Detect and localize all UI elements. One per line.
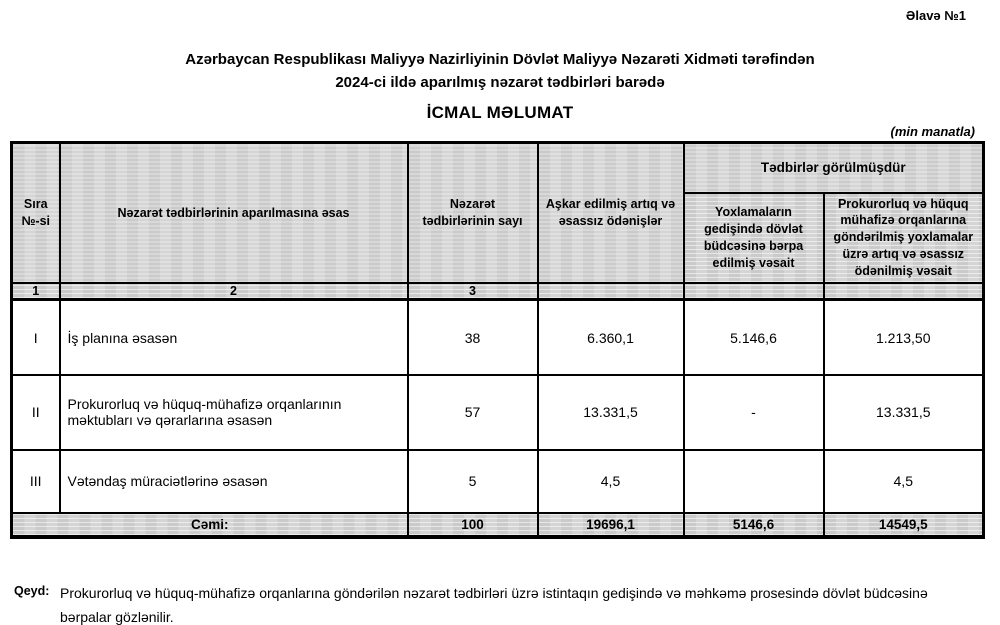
total-row: [12, 513, 984, 537]
footnote: [0, 581, 1000, 625]
basis-cell: İş planına əsasən: [60, 300, 408, 375]
title-line-1: Azərbaycan Respublikası Maliyyə Nazirliyinin Dövlət Maliyyə Nəzarəti Xidməti tərəfindən: [185, 51, 815, 68]
total-restored-cell: 5146,6: [684, 513, 824, 537]
row-no-cell: I: [12, 300, 60, 375]
total-excess-cell: 19696,1: [538, 513, 684, 537]
header-cell-restored-funds: Yoxlamaların gedişində dövlət büdcəsinə bərpa edilmiş vəsait: [684, 193, 824, 283]
title-line-2: 2024-ci ildə aparılmış nəzarət tədbirləri barədə: [335, 74, 665, 91]
header-row-top: [12, 143, 984, 193]
basis-cell: Prokurorluq və hüquq-mühafizə orqanlarının məktubları və qərarlarına əsasən: [60, 375, 408, 450]
basis-cell: Vətəndaş müraciətlərinə əsasən: [60, 450, 408, 513]
sent-cell: 1.213,50: [824, 300, 984, 375]
footnote-label: Qeyd:: [14, 583, 50, 598]
header-cell-count: Nəzarət tədbirlərinin sayı: [408, 143, 538, 283]
column-number-cell: 1: [12, 283, 60, 300]
document-subtitle: İCMAL MƏLUMAT: [426, 103, 574, 122]
restored-cell: -: [684, 375, 824, 450]
header-cell-measures-taken-group: Tədbirlər görülmüşdür: [684, 143, 984, 193]
count-cell: 38: [408, 300, 538, 375]
footnote-text: Prokurorluq və hüquq-mühafizə orqanlarına göndərilən nəzarət tədbirləri üzrə istintaqın gedişində və məhkəmə prosesində dövlət büdcəsinə bərpalar gözlənilir.: [60, 584, 928, 625]
table-row: [12, 375, 984, 450]
annex-label: Əlavə №1: [905, 8, 966, 23]
column-number-row: [12, 283, 984, 300]
header-cell-sent-to-prosecutors: Prokurorluq və hüquq mühafizə orqanlarına göndərilmiş yoxlamalar üzrə artıq və əsassız ödənilmiş vəsait: [824, 193, 984, 283]
column-number-cell: 2: [60, 283, 408, 300]
restored-cell: [684, 450, 824, 513]
unit-note: (min manatla): [890, 124, 975, 139]
count-cell: 5: [408, 450, 538, 513]
row-no-cell: II: [12, 375, 60, 450]
column-number-cell: [684, 283, 824, 300]
summary-table: [10, 141, 985, 539]
excess-cell: 13.331,5: [538, 375, 684, 450]
count-cell: 57: [408, 375, 538, 450]
header-cell-order-no: Sıra №-si: [12, 143, 60, 283]
restored-cell: 5.146,6: [684, 300, 824, 375]
total-label-cell: Cəmi:: [12, 513, 408, 537]
sent-cell: 4,5: [824, 450, 984, 513]
column-number-cell: [824, 283, 984, 300]
total-count-cell: 100: [408, 513, 538, 537]
total-sent-cell: 14549,5: [824, 513, 984, 537]
excess-cell: 6.360,1: [538, 300, 684, 375]
table-row: [12, 300, 984, 375]
table-row: [12, 450, 984, 513]
document-title: [0, 48, 1000, 94]
header-cell-excess-payments: Aşkar edilmiş artıq və əsassız ödənişlər: [538, 143, 684, 283]
header-cell-basis: Nəzarət tədbirlərinin aparılmasına əsas: [60, 143, 408, 283]
sent-cell: 13.331,5: [824, 375, 984, 450]
excess-cell: 4,5: [538, 450, 684, 513]
column-number-cell: 3: [408, 283, 538, 300]
column-number-cell: [538, 283, 684, 300]
row-no-cell: III: [12, 450, 60, 513]
